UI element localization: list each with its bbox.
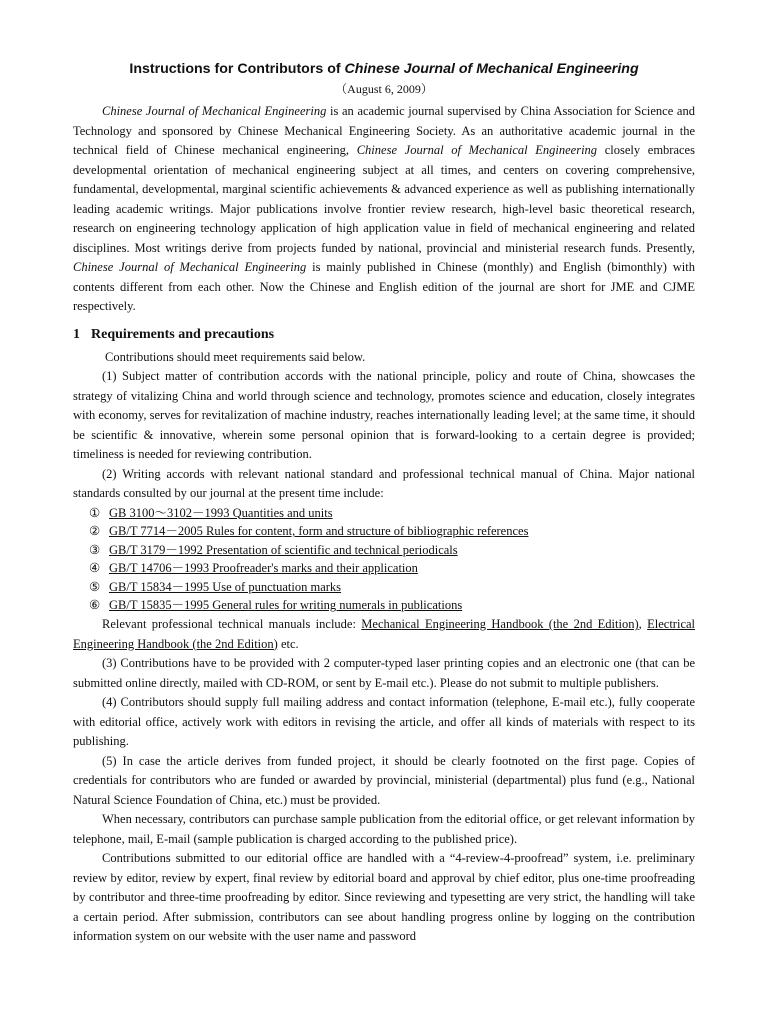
title-prefix: Instructions for Contributors of: [129, 61, 345, 77]
standard-link[interactable]: GB/T 14706－1993 Proofreader's marks and their application: [109, 561, 418, 576]
manuals-lead: Relevant professional technical manuals include:: [102, 617, 362, 632]
section-title: Requirements and precautions: [91, 326, 275, 342]
review-paragraph: Contributions submitted to our editorial office are handled with a “4-review-4-proofread” system, i.e. preliminary review by editor, review by expert, final review by editorial board and approval by chief editor, plus one-time proofreading by contributor and three-time proofreading by editor. Since reviewing and typesetting are very strict, the handling will take a certain period. After submission, contributors can see about handling progress online by logging on the contribution information system on our website with the user name and password: [73, 851, 695, 944]
separator: ,: [638, 617, 648, 632]
intro-text: is an academic journal supervised by China Association for Science and Technology and sponsored by Chinese Mechanical Engineering Society. As an authoritative academic journal in the technical field of Chinese mechanical engineering,: [73, 104, 695, 157]
manual-link[interactable]: Mechanical Engineering Handbook (the 2nd Edition): [361, 617, 639, 632]
standard-item: [89, 504, 695, 523]
journal-name: Chinese Journal of Mechanical Engineering: [102, 104, 327, 118]
section-lead: Contributions should meet requirements said below.: [105, 349, 366, 364]
list-marker: ⑥: [89, 598, 101, 613]
journal-name: Chinese Journal of Mechanical Engineering: [356, 143, 598, 157]
list-marker: ①: [89, 505, 101, 520]
standard-link[interactable]: GB/T 3179－1992 Presentation of scientific and technical periodicals: [109, 542, 458, 557]
sample-paragraph: When necessary, contributors can purchase sample publication from the editorial office, or get relevant information by telephone, mail, E-mail (sample publication is charged according to the published price).: [73, 812, 695, 846]
document-title: [73, 60, 695, 78]
title-journal-name: Chinese Journal of Mechanical Engineering: [344, 61, 639, 77]
standard-item: [89, 541, 695, 560]
intro-text: is mainly published in Chinese (monthly) and English (bimonthly) with contents different from each other. Now the Chinese and English edition of the journal are short for JME and CJME respectively.: [73, 260, 695, 313]
list-marker: ③: [89, 542, 101, 557]
journal-name: Chinese Journal of Mechanical Engineering: [73, 260, 307, 274]
standard-link[interactable]: GB/T 7714－2005 Rules for content, form and structure of bibliographic references: [109, 524, 529, 539]
section-heading: [73, 325, 695, 344]
manual-link[interactable]: Electrical Engineering Handbook (the 2nd Edition): [73, 617, 696, 651]
manuals-end: etc.: [277, 636, 299, 651]
standard-item: [89, 596, 695, 615]
requirement-3: (3) Contributions have to be provided with 2 computer-typed laser printing copies and an electronic one (that can be submitted online directly, mailed with CD-ROM, or sent by E-mail etc.). Please do not submit to multiple publishers.: [73, 656, 695, 690]
intro-text: closely embraces developmental orientation of mechanical engineering subject at all times, and centers on covering comprehensive, fundamental, developmental, marginal scientific achievements & advanced experience as well as publishing internationally leading academic writings. Major publications involve frontier review research, high-level basic theoretical research, research on engineering technology application of high application value in field of mechanical engineering and related disciplines. Most writings derive from projects funded by national, provincial and ministerial research funds. Presently,: [73, 143, 695, 255]
standards-list: [73, 504, 695, 616]
standard-item: [89, 522, 695, 541]
standard-link[interactable]: GB/T 15834－1995 Use of punctuation marks: [109, 579, 342, 594]
standard-item: [89, 578, 695, 597]
standard-link[interactable]: GB 3100～3102－1993 Quantities and units: [109, 505, 333, 520]
requirement-1: (1) Subject matter of contribution accords with the national principle, policy and route of China, showcases the strategy of vitalizing China and world through science and technology, promotes science and education, closely integrates with economy, serves for revitalization of machine industry, reaches internationally leading level; at the same time, it should be scientific & innovative, wherein some personal opinion that is forward-looking to a certain degree is provided; timeliness is needed for reviewing contribution.: [73, 369, 695, 461]
manuals-paragraph: [73, 615, 695, 654]
document-date: （August 6, 2009）: [335, 82, 433, 96]
list-marker: ⑤: [89, 579, 101, 594]
standard-item: [89, 559, 695, 578]
list-marker: ④: [89, 561, 101, 576]
section-number: 1: [73, 326, 80, 342]
requirement-2: (2) Writing accords with relevant national standard and professional technical manual of China. Major national standards consulted by our journal at the present time include:: [73, 466, 695, 500]
list-marker: ②: [89, 524, 101, 539]
requirement-5: (5) In case the article derives from funded project, it should be clearly footnoted on the first page. Copies of credentials for contributors who are funded or awarded by provincial, ministerial (departmental) plus fund (e.g., National Natural Science Foundation of China, etc.) must be provided.: [73, 753, 695, 807]
standard-link[interactable]: GB/T 15835－1995 General rules for writing numerals in publications: [109, 598, 463, 613]
requirement-4: (4) Contributors should supply full mailing address and contact information (telephone, E-mail etc.), fully cooperate with editorial office, actively work with editors in revising the article, and offer all kinds of materials with respect to its publishing.: [73, 695, 695, 749]
intro-paragraph: [73, 102, 695, 317]
